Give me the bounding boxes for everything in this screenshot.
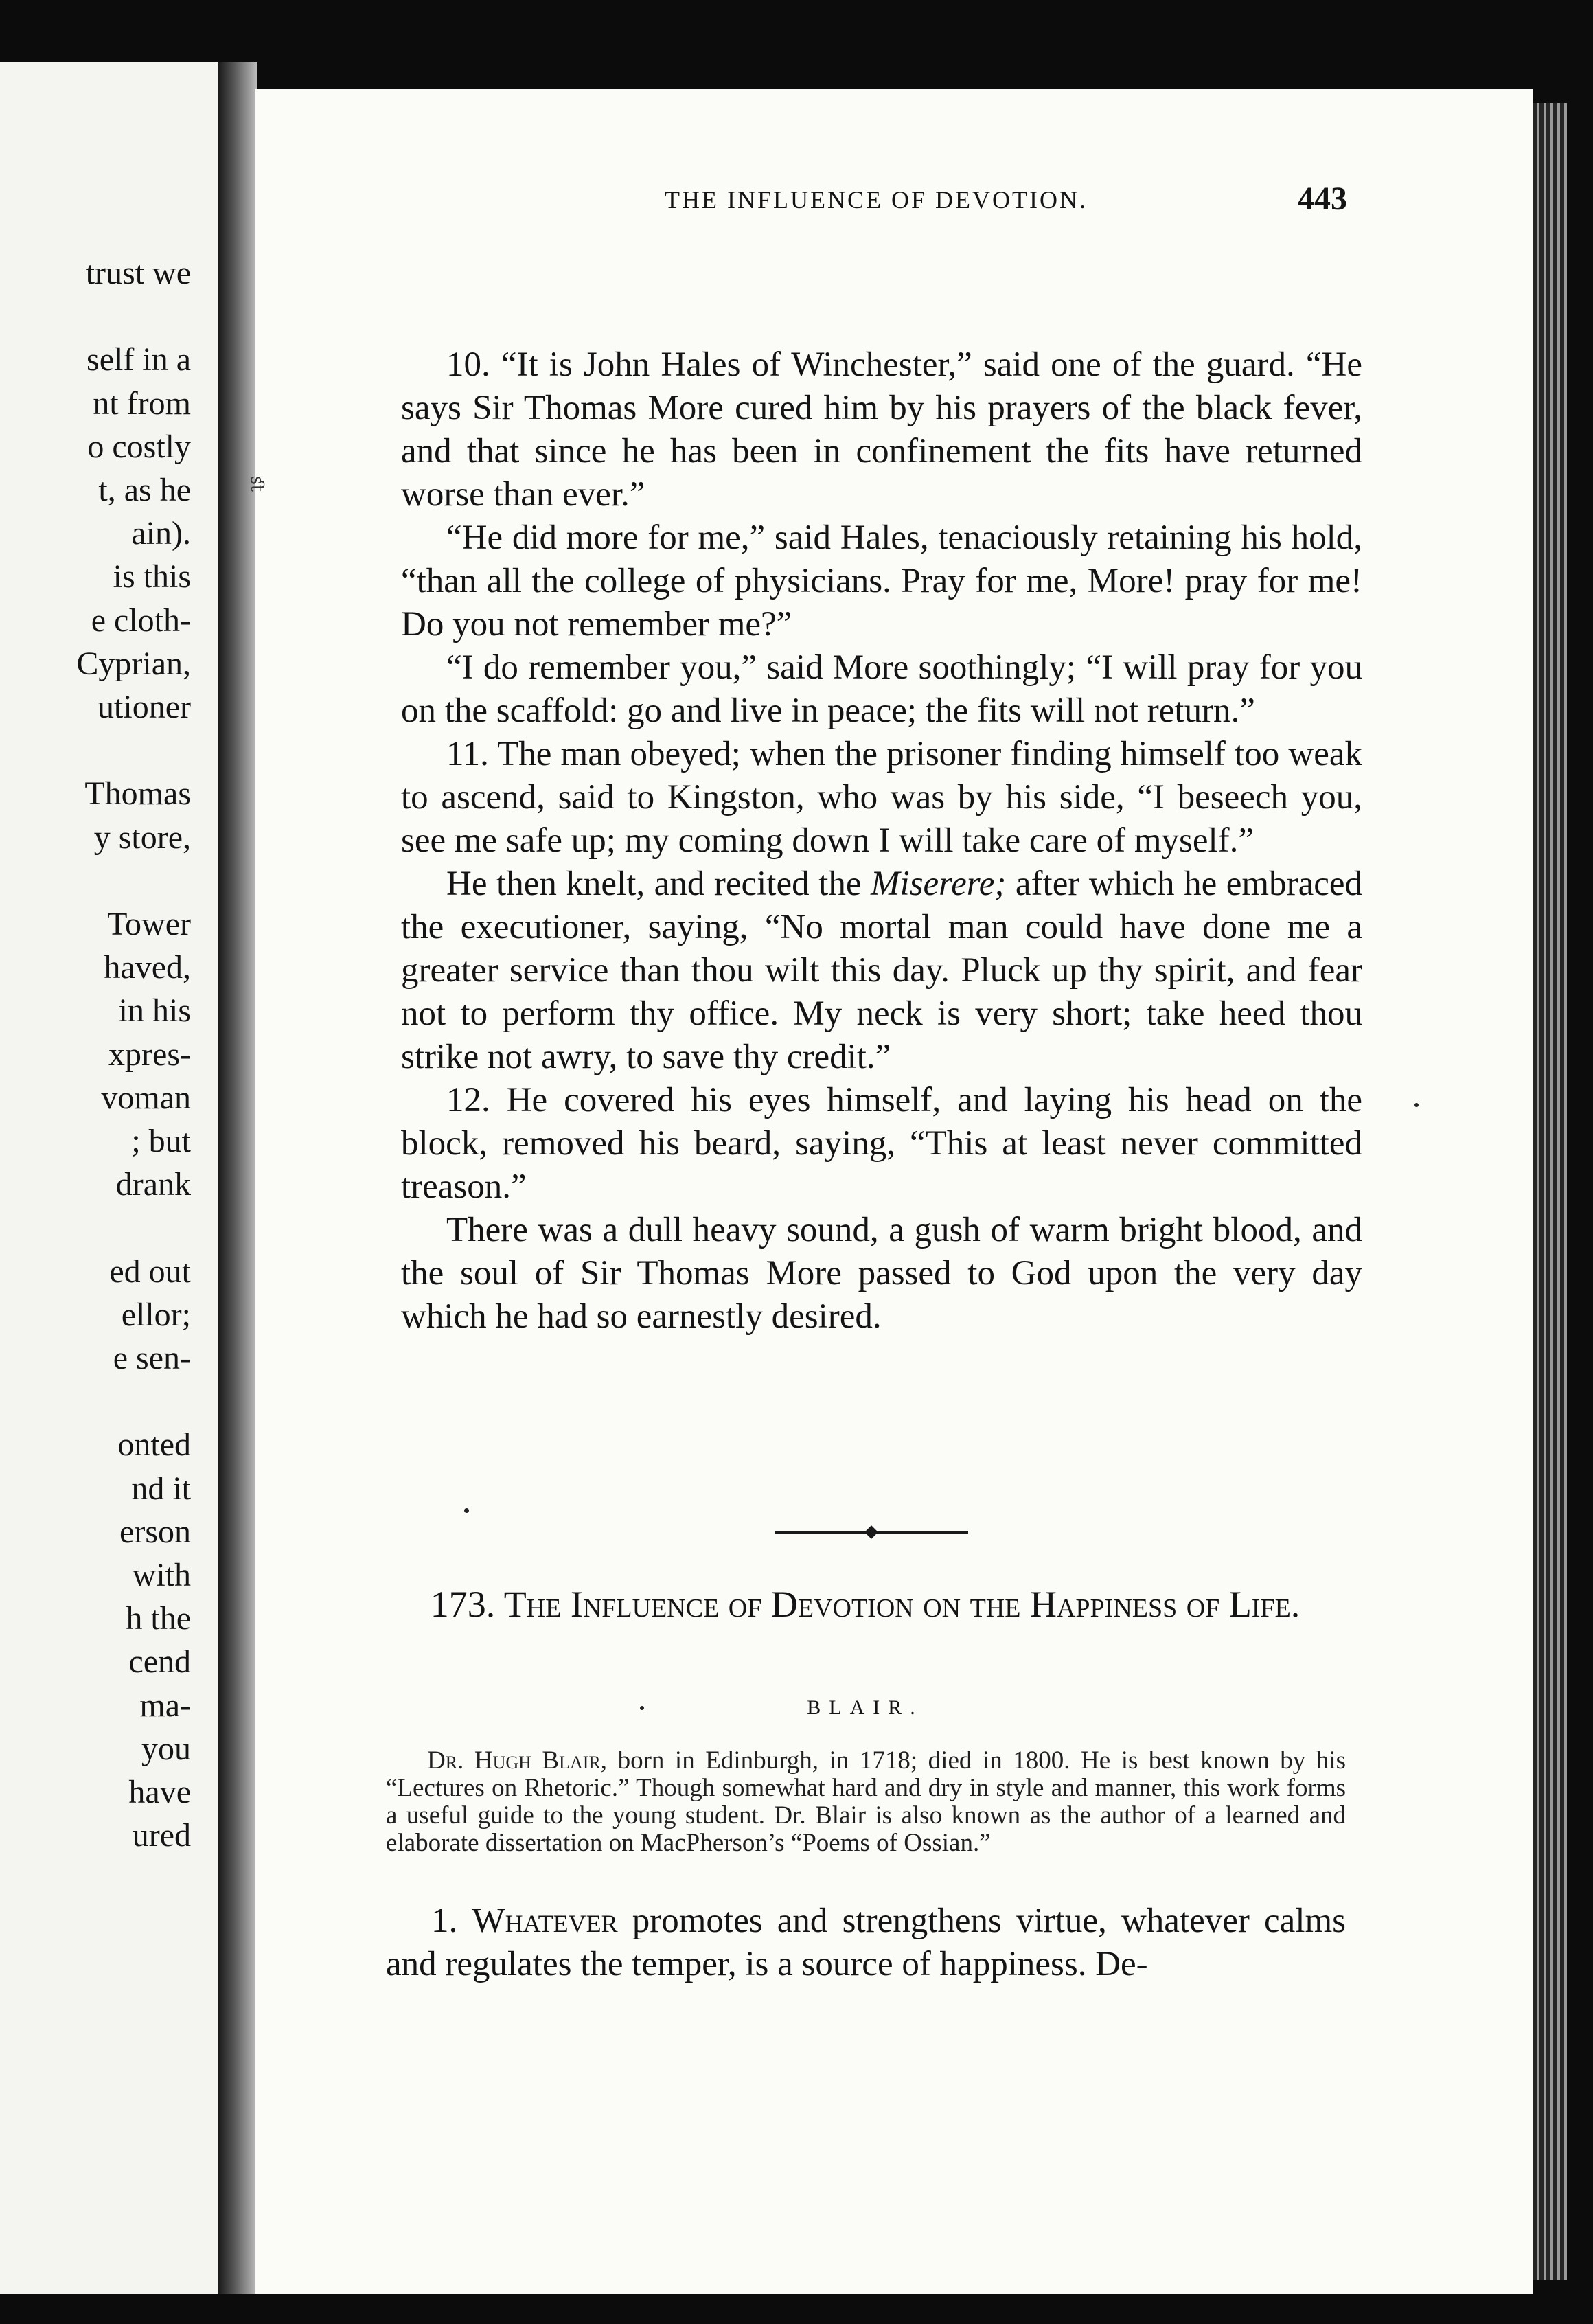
left-page-line: nt from xyxy=(93,385,191,422)
print-speck xyxy=(640,1706,644,1710)
left-page-line: ma- xyxy=(139,1687,191,1724)
bio-name: Dr. Hugh Blair, xyxy=(427,1746,608,1775)
left-page-line: e cloth- xyxy=(91,602,191,639)
paragraph-10 xyxy=(401,343,1362,516)
left-page-line: trust we xyxy=(85,255,191,291)
margin-stamp: ﬆ xyxy=(247,475,268,493)
left-page-line: is this xyxy=(113,558,191,595)
left-page-line: ain). xyxy=(131,515,191,552)
left-page-line: with xyxy=(132,1557,191,1593)
left-page-line: have xyxy=(128,1774,191,1810)
author-name: BLAIR. xyxy=(807,1696,924,1719)
paragraph-text: He then knelt, and recited the xyxy=(446,865,871,903)
page-edges xyxy=(1533,103,1567,2280)
left-page-line: e sen- xyxy=(113,1340,191,1376)
story-text xyxy=(401,343,1362,1338)
left-page-line: voman xyxy=(101,1079,191,1116)
left-page-line: ; but xyxy=(131,1123,191,1159)
left-page-line: erson xyxy=(119,1513,191,1550)
left-page-line: h the xyxy=(126,1600,191,1637)
left-page-line: cend xyxy=(128,1643,191,1681)
bio-text: born in Edinburgh, in 1718; died in 1800. He is best known by his “Lectures on Rhetoric.” Though somewhat hard and dry in style and manner, this work forms a useful guide to the young student. Dr. Blair is also known as the author of a learned and elaborate dissertation on MacPherson’s “Poems of Ossian.” xyxy=(386,1746,1346,1857)
paragraph-number: 11. xyxy=(446,735,489,773)
paragraph-text: The man obeyed; when the prisoner finding himself too weak to ascend, said to Kingston, who was by his side, “I beseech you, see me safe up; my coming down I will take care of myself.” xyxy=(401,735,1362,860)
left-page-line: ed out xyxy=(109,1253,191,1290)
paragraph-12 xyxy=(401,1079,1362,1209)
paragraph-1 xyxy=(386,1900,1346,1986)
author-biography xyxy=(386,1747,1346,1857)
print-speck xyxy=(1414,1103,1419,1107)
section-title: The Influence of Devotion on the Happiness of Life. xyxy=(503,1584,1300,1625)
left-page-line: drank xyxy=(115,1166,191,1203)
left-page-line: nd it xyxy=(131,1470,191,1507)
paragraph-11 xyxy=(401,733,1362,863)
book-gutter xyxy=(218,62,257,2294)
previous-page-fragment xyxy=(0,62,222,2294)
essay-opening xyxy=(386,1900,1346,1986)
left-page-line: ellor; xyxy=(121,1296,191,1333)
paragraph-number: 10. xyxy=(446,345,490,384)
left-page-line: self in a xyxy=(87,341,191,378)
left-page-line: t, as he xyxy=(98,472,191,508)
left-page-line: in his xyxy=(118,992,191,1029)
left-page-line: ured xyxy=(132,1817,191,1854)
paragraph-number: 12. xyxy=(446,1081,490,1119)
section-heading xyxy=(385,1581,1346,1628)
left-page-line: haved, xyxy=(104,949,191,986)
left-page-line: xpres- xyxy=(108,1036,191,1073)
left-page-line: you xyxy=(141,1730,191,1767)
left-page-line: utioner xyxy=(98,689,191,725)
lead-word: Whatever xyxy=(472,1902,618,1940)
paragraph-number: 1. xyxy=(431,1902,458,1940)
paragraph-text: promotes and strengthens virtue, whatever calms and regulates the temper, is a source of happiness. De- xyxy=(386,1902,1346,1983)
paragraph-10c: “I do remember you,” said More soothingly; “I will pray for you on the scaffold: go and live in peace; the fits will not return.” xyxy=(401,648,1362,730)
latin-term: Miserere; xyxy=(871,865,1007,903)
paragraph-text: after which he embraced the executioner, saying, “No mortal man could have done me a greater service than thou wilt this day. Pluck up thy spirit, and fear not to perform thy office. My neck is very short; take heed thou strike not awry, to save thy credit.” xyxy=(401,865,1362,1076)
left-page-line: y store, xyxy=(93,819,191,856)
left-page-line: onted xyxy=(117,1426,191,1463)
paragraph-text: “It is John Hales of Winchester,” said one of the guard. “He says Sir Thomas More cured him by his prayers of the black fever, and that since he has been in confinement the fits have returned worse than ever.” xyxy=(401,345,1363,514)
running-head: THE INFLUENCE OF DEVOTION. xyxy=(665,186,1088,214)
left-page-line: Cyprian, xyxy=(76,645,191,682)
page-number: 443 xyxy=(1298,181,1347,217)
paragraph-11b xyxy=(401,863,1362,1079)
section-number: 173. xyxy=(430,1584,496,1625)
left-page-line: Tower xyxy=(107,906,191,942)
print-speck xyxy=(464,1508,469,1513)
paragraph-12b: There was a dull heavy sound, a gush of warm bright blood, and the soul of Sir Thomas More passed to God upon the very day which he had so earnestly desired. xyxy=(401,1211,1362,1336)
paragraph-10b: “He did more for me,” said Hales, tenaciously retaining his hold, “than all the college of physicians. Pray for me, More! pray for me! Do you not remember me?” xyxy=(401,519,1362,643)
left-page-line: o costly xyxy=(87,428,191,465)
paragraph-text: He covered his eyes himself, and laying his head on the block, removed his beard, saying, “This at least never committed treason.” xyxy=(401,1081,1362,1206)
left-page-line: Thomas xyxy=(84,775,191,812)
